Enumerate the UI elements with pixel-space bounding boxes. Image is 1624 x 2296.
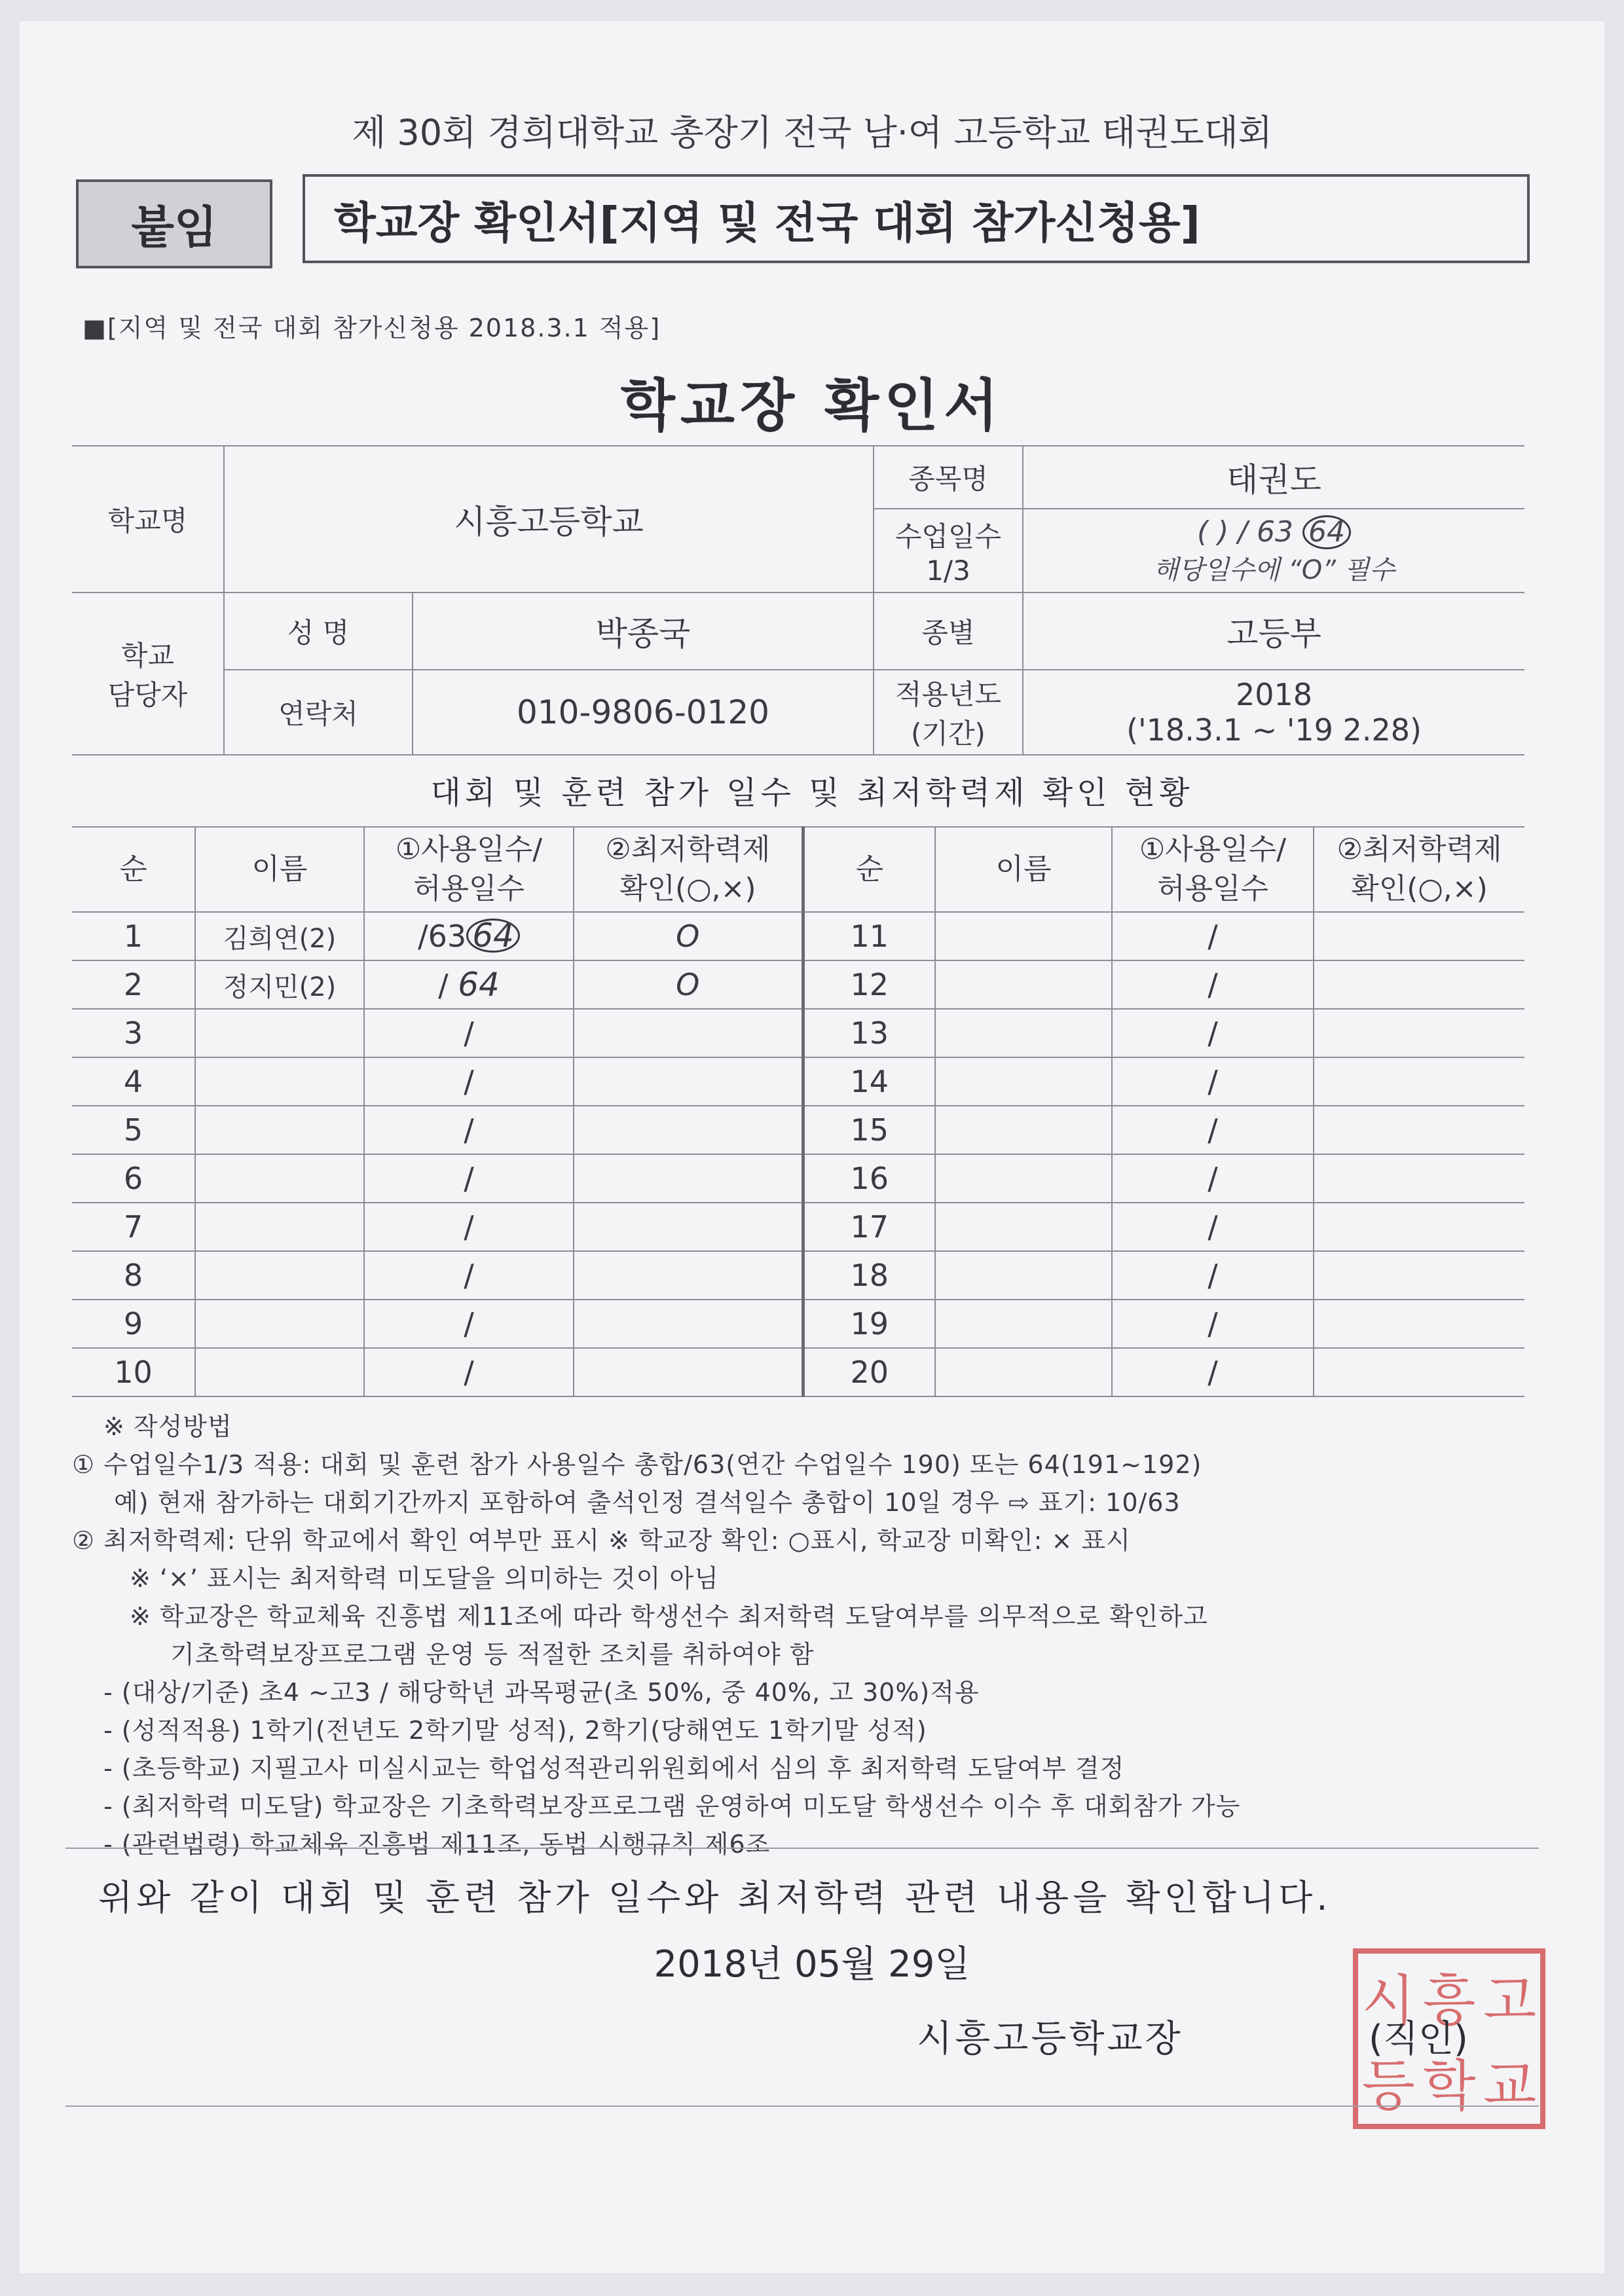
col-header-used-left-1: ①사용일수/ bbox=[395, 833, 543, 866]
min-achievement-mark bbox=[1314, 1106, 1524, 1154]
used-days: / bbox=[1112, 1348, 1314, 1396]
athlete-name bbox=[195, 1203, 364, 1251]
min-achievement-mark bbox=[574, 1009, 803, 1057]
period-label-sub: (기간) bbox=[911, 718, 986, 750]
table-row bbox=[72, 1154, 1524, 1203]
used-days: / bbox=[364, 1106, 574, 1154]
min-achievement-mark: O bbox=[574, 912, 803, 960]
attachment-label: 붙임 bbox=[76, 179, 272, 268]
athlete-name bbox=[935, 1106, 1112, 1154]
row-num: 20 bbox=[803, 1348, 935, 1396]
col-header-min-left bbox=[574, 827, 803, 912]
athlete-name bbox=[935, 1009, 1112, 1057]
contact-label: 연락처 bbox=[224, 670, 413, 755]
instructions-divider bbox=[65, 1848, 1539, 1849]
instruction-note-2-line-2: 기초학력보장프로그램 운영 등 적절한 조치를 취하여야 함 bbox=[170, 1640, 815, 1669]
category-value: 고등부 bbox=[1023, 592, 1524, 670]
used-days: / bbox=[364, 1203, 574, 1251]
used-days: / bbox=[1112, 1009, 1314, 1057]
school-days-label-main: 수업일수 bbox=[895, 520, 1002, 553]
athlete-name bbox=[935, 1251, 1112, 1300]
principal-signature-line: 시흥고등학교장 bbox=[917, 2018, 1183, 2060]
seal-char: 시 bbox=[1361, 1968, 1415, 2033]
athlete-name bbox=[195, 1348, 364, 1396]
row-num: 8 bbox=[72, 1251, 195, 1300]
used-days: / bbox=[1112, 912, 1314, 960]
table-row bbox=[72, 912, 1524, 960]
row-num: 12 bbox=[803, 960, 935, 1009]
row-num: 16 bbox=[803, 1154, 935, 1203]
used-days: / bbox=[1112, 960, 1314, 1009]
school-info-table bbox=[72, 445, 1524, 756]
athlete-name bbox=[935, 1154, 1112, 1203]
min-achievement-mark bbox=[1314, 960, 1524, 1009]
manager-label bbox=[72, 592, 224, 755]
used-days-circled: 64 bbox=[466, 919, 520, 953]
athlete-name bbox=[195, 1251, 364, 1300]
instruction-1-line-2: 예) 현재 참가하는 대회기간까지 포함하여 출석인정 결석일수 총합이 10일 경우 ⇨ 표기: 10/63 bbox=[114, 1488, 1181, 1517]
summary-title: 대회 및 훈련 참가 일수 및 최저학력제 확인 현황 bbox=[430, 774, 1194, 811]
school-days-circled: 64 bbox=[1302, 515, 1351, 549]
instruction-bullet-5: - (관련법령) 학교체육 진흥법 제11조, 동법 시행규칙 제6조 bbox=[103, 1830, 771, 1859]
table-row bbox=[72, 960, 1524, 1009]
col-header-min-left-2: 확인(○,×) bbox=[619, 872, 756, 905]
event-title: 제 30회 경희대학교 총장기 전국 남·여 고등학교 태권도대회 bbox=[352, 112, 1272, 153]
used-days: / bbox=[364, 1009, 574, 1057]
school-days-value bbox=[1023, 509, 1524, 592]
min-achievement-mark bbox=[574, 1203, 803, 1251]
category-label: 종별 bbox=[874, 592, 1023, 670]
col-header-used-right bbox=[1112, 827, 1314, 912]
min-achievement-mark bbox=[574, 1300, 803, 1348]
period-year: 2018 bbox=[1235, 677, 1313, 712]
instruction-note-2-line-1: ※ 학교장은 학교체육 진흥법 제11조에 따라 학생선수 최저학력 도달여부를 의무적으로 확인하고 bbox=[130, 1602, 1208, 1631]
row-num: 4 bbox=[72, 1057, 195, 1106]
row-num: 1 bbox=[72, 912, 195, 960]
instruction-bullet-1: - (대상/기준) 초4 ~고3 / 해당학년 과목평균(초 50%, 중 40%, 고 30%)적용 bbox=[103, 1678, 980, 1707]
col-header-used-left bbox=[364, 827, 574, 912]
athlete-name bbox=[935, 912, 1112, 960]
min-achievement-mark bbox=[1314, 1348, 1524, 1396]
instructions-heading: ※ 작성방법 bbox=[103, 1412, 232, 1441]
used-days: / bbox=[364, 1057, 574, 1106]
col-header-min-right-1: ②최저학력제 bbox=[1337, 833, 1502, 866]
col-header-used-right-1: ①사용일수/ bbox=[1139, 833, 1287, 866]
instruction-bullet-4: - (최저학력 미도달) 학교장은 기초학력보장프로그램 운영하여 미도달 학생선수 이수 후 대회참가 가능 bbox=[103, 1792, 1241, 1821]
col-header-used-left-2: 허용일수 bbox=[413, 872, 525, 905]
min-achievement-mark bbox=[574, 1154, 803, 1203]
min-achievement-mark bbox=[1314, 1154, 1524, 1203]
min-achievement-mark bbox=[574, 1348, 803, 1396]
athlete-name: 김희연(2) bbox=[195, 912, 364, 960]
athlete-name bbox=[195, 1009, 364, 1057]
used-days: / bbox=[364, 1154, 574, 1203]
school-days-fraction bbox=[1024, 515, 1524, 549]
athlete-name bbox=[195, 1106, 364, 1154]
sport-value: 태권도 bbox=[1023, 446, 1524, 509]
row-num: 14 bbox=[803, 1057, 935, 1106]
col-header-min-right-2: 확인(○,×) bbox=[1351, 872, 1488, 905]
min-achievement-mark bbox=[1314, 1251, 1524, 1300]
row-num: 6 bbox=[72, 1154, 195, 1203]
seal-label: (직인) bbox=[1369, 2018, 1468, 2060]
table-row bbox=[72, 1009, 1524, 1057]
contact-value: 010-9806-0120 bbox=[413, 670, 874, 755]
issue-date: 2018년 05월 29일 bbox=[654, 1943, 970, 1986]
row-num: 5 bbox=[72, 1106, 195, 1154]
school-days-label bbox=[874, 509, 1023, 592]
used-days: / bbox=[364, 1300, 574, 1348]
athlete-name bbox=[195, 1057, 364, 1106]
bottom-divider bbox=[65, 2105, 1539, 2107]
used-days-cell bbox=[364, 960, 574, 1009]
used-days: / bbox=[1112, 1106, 1314, 1154]
instruction-bullet-2: - (성적적용) 1학기(전년도 2학기말 성적), 2학기(당해연도 1학기말 성적) bbox=[103, 1716, 927, 1745]
instruction-note-1: ※ ‘×’ 표시는 최저학력 미도달을 의미하는 것이 아님 bbox=[130, 1564, 719, 1593]
period-label bbox=[874, 670, 1023, 755]
row-num: 18 bbox=[803, 1251, 935, 1300]
col-header-min-left-1: ②최저학력제 bbox=[605, 833, 771, 866]
used-days: / bbox=[1112, 1154, 1314, 1203]
table-row bbox=[72, 1106, 1524, 1154]
athlete-name bbox=[935, 1348, 1112, 1396]
row-num: 7 bbox=[72, 1203, 195, 1251]
athlete-name bbox=[195, 1300, 364, 1348]
row-num: 11 bbox=[803, 912, 935, 960]
seal-char: 학 bbox=[1422, 2053, 1476, 2118]
table-row bbox=[72, 1300, 1524, 1348]
school-days-fraction-text: ( ) / 63 bbox=[1196, 515, 1294, 549]
min-achievement-mark bbox=[574, 1251, 803, 1300]
row-num: 3 bbox=[72, 1009, 195, 1057]
form-title: 학교장 확인서[지역 및 전국 대회 참가신청용] bbox=[303, 174, 1530, 263]
document-heading: 학교장 확인서 bbox=[620, 373, 1004, 439]
used-days-cell bbox=[364, 912, 574, 960]
used-days: / bbox=[364, 1251, 574, 1300]
col-header-used-right-2: 허용일수 bbox=[1156, 872, 1268, 905]
manager-name-label: 성 명 bbox=[224, 592, 413, 670]
instructions bbox=[72, 1408, 1532, 1863]
row-num: 2 bbox=[72, 960, 195, 1009]
row-num: 10 bbox=[72, 1348, 195, 1396]
manager-label-line1: 학교 bbox=[120, 640, 175, 672]
athlete-name bbox=[935, 1300, 1112, 1348]
min-achievement-mark bbox=[1314, 1009, 1524, 1057]
instruction-2-line-1: ② 최저학력제: 단위 학교에서 확인 여부만 표시 ※ 학교장 확인: ○표시, 학교장 미확인: × 표시 bbox=[72, 1526, 1131, 1555]
table-row bbox=[72, 1203, 1524, 1251]
used-days: / bbox=[1112, 1203, 1314, 1251]
col-header-num-left: 순 bbox=[72, 827, 195, 912]
confirmation-sentence: 위와 같이 대회 및 훈련 참가 일수와 최저학력 관련 내용을 확인합니다. bbox=[98, 1877, 1332, 1918]
athletes-table bbox=[72, 826, 1524, 1397]
athlete-name: 정지민(2) bbox=[195, 960, 364, 1009]
sport-label: 종목명 bbox=[874, 446, 1023, 509]
seal-char: 고 bbox=[1483, 1968, 1537, 2033]
used-days: / bbox=[438, 968, 449, 1003]
used-days: /63 bbox=[418, 919, 467, 954]
col-header-num-right: 순 bbox=[803, 827, 935, 912]
used-days: / bbox=[1112, 1057, 1314, 1106]
manager-label-line2: 담당자 bbox=[107, 679, 188, 711]
school-days-note: 해당일수에 “O” 필수 bbox=[1153, 555, 1395, 585]
period-value bbox=[1023, 670, 1524, 755]
used-days: / bbox=[364, 1348, 574, 1396]
seal-char: 흥 bbox=[1422, 1968, 1476, 2033]
manager-name-value: 박종국 bbox=[413, 592, 874, 670]
min-achievement-mark bbox=[1314, 1203, 1524, 1251]
row-num: 13 bbox=[803, 1009, 935, 1057]
used-days: / bbox=[1112, 1300, 1314, 1348]
used-days: / bbox=[1112, 1251, 1314, 1300]
min-achievement-mark bbox=[574, 1106, 803, 1154]
period-range: ('18.3.1 ~ '19 2.28) bbox=[1126, 712, 1422, 748]
version-note: ■[지역 및 전국 대회 참가신청용 2018.3.1 적용] bbox=[83, 314, 661, 342]
table-row bbox=[72, 1251, 1524, 1300]
school-name-value: 시흥고등학교 bbox=[224, 446, 874, 592]
athlete-name bbox=[935, 960, 1112, 1009]
period-label-main: 적용년도 bbox=[895, 678, 1002, 710]
row-num: 9 bbox=[72, 1300, 195, 1348]
row-num: 17 bbox=[803, 1203, 935, 1251]
school-name-label: 학교명 bbox=[72, 446, 224, 592]
table-row bbox=[72, 1348, 1524, 1396]
min-achievement-mark: O bbox=[574, 960, 803, 1009]
col-header-name-left: 이름 bbox=[195, 827, 364, 912]
min-achievement-mark bbox=[574, 1057, 803, 1106]
athlete-name bbox=[935, 1203, 1112, 1251]
row-num: 19 bbox=[803, 1300, 935, 1348]
seal-char: 교 bbox=[1483, 2053, 1537, 2118]
seal-char: 등 bbox=[1361, 2053, 1415, 2118]
min-achievement-mark bbox=[1314, 1057, 1524, 1106]
athlete-name bbox=[195, 1154, 364, 1203]
instruction-bullet-3: - (초등학교) 지필고사 미실시교는 학업성적관리위원회에서 심의 후 최저학력 도달여부 결정 bbox=[103, 1754, 1125, 1783]
min-achievement-mark bbox=[1314, 1300, 1524, 1348]
col-header-min-right bbox=[1314, 827, 1524, 912]
athlete-name bbox=[935, 1057, 1112, 1106]
instruction-1-line-1: ① 수업일수1/3 적용: 대회 및 훈련 참가 사용일수 총합/63(연간 수업일수 190) 또는 64(191~192) bbox=[72, 1450, 1202, 1479]
used-days-handwritten: 64 bbox=[458, 966, 500, 1004]
school-days-label-sub: 1/3 bbox=[926, 554, 970, 587]
table-row bbox=[72, 1057, 1524, 1106]
min-achievement-mark bbox=[1314, 912, 1524, 960]
row-num: 15 bbox=[803, 1106, 935, 1154]
col-header-name-right: 이름 bbox=[935, 827, 1112, 912]
